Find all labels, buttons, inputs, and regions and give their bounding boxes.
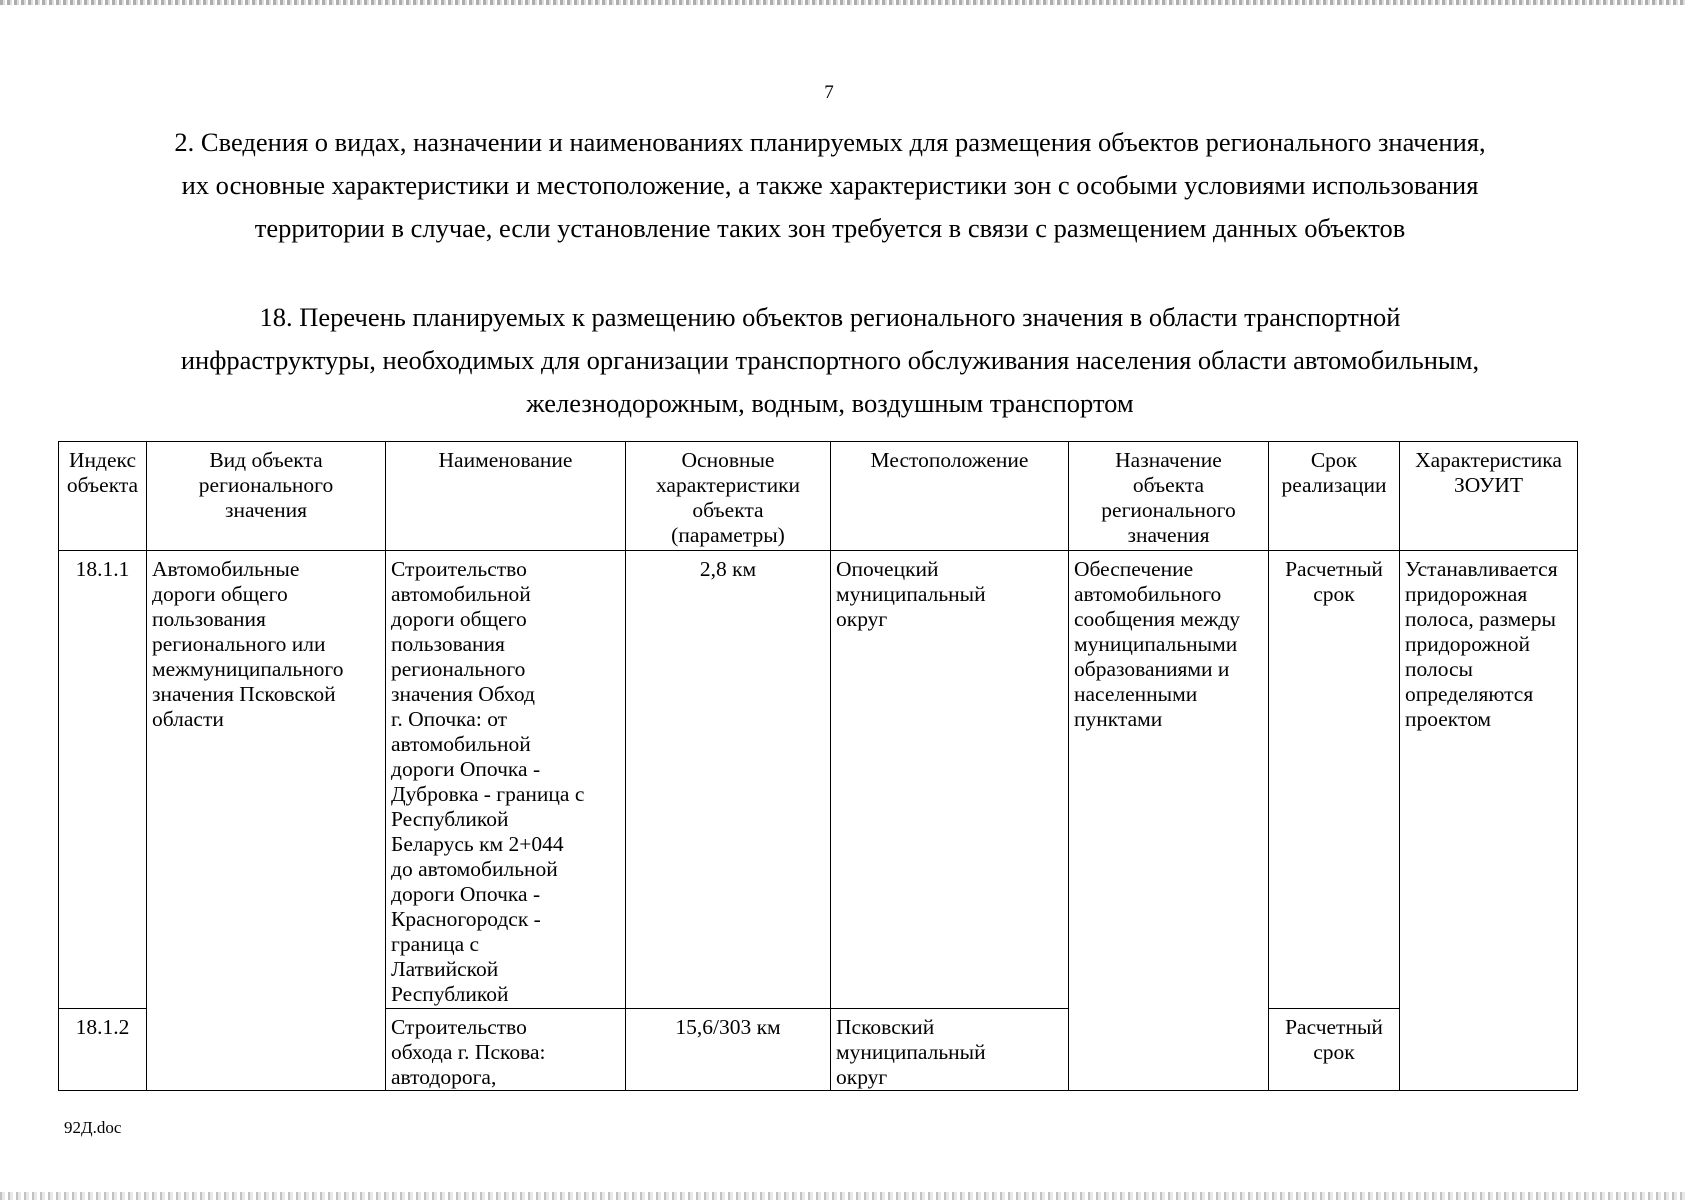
- cell-location: Опочецкий муниципальный округ: [831, 551, 1069, 1009]
- header-purpose: Назначение объекта регионального значения: [1069, 442, 1269, 551]
- cell-index: 18.1.2: [59, 1009, 147, 1091]
- header-type: Вид объекта регионального значения: [147, 442, 386, 551]
- header-zone: Характеристика ЗОУИТ: [1400, 442, 1578, 551]
- header-name: Наименование: [386, 442, 626, 551]
- cell-name: Строительство автомобильной дороги общего пользования регионального значения Обход г. Опочка: от автомобильной дороги Опочка - Дубровка - граница с Республикой Беларусь км 2+044 до автомобильной дороги Опочка - Красногородск - граница с Латвийской Республикой: [386, 551, 626, 1009]
- header-location: Местоположение: [831, 442, 1069, 551]
- cell-characteristics: 15,6/303 км: [626, 1009, 831, 1091]
- cell-term: Расчетный срок: [1269, 551, 1400, 1009]
- section-heading: [60, 121, 1600, 250]
- section-heading-line: их основные характеристики и местоположение, а также характеристики зон с особыми условиями использования: [181, 170, 1479, 200]
- list-heading-line: инфраструктуры, необходимых для организации транспортного обслуживания населения области автомобильным,: [180, 345, 1480, 375]
- cell-index: 18.1.1: [59, 551, 147, 1009]
- cell-location: Псковский муниципальный округ: [831, 1009, 1069, 1091]
- list-heading: [60, 296, 1600, 425]
- scan-edge-top: [0, 0, 1686, 5]
- footer-filename: 92Д.doc: [64, 1118, 122, 1137]
- cell-purpose: Обеспечение автомобильного сообщения между муниципальными образованиями и населенными пунктами: [1069, 551, 1269, 1091]
- header-index: Индекс объекта: [59, 442, 147, 551]
- table-row: [59, 551, 1578, 1009]
- page-number: 7: [824, 82, 834, 103]
- section-heading-line: 2. Сведения о видах, назначении и наименованиях планируемых для размещения объектов регионального значения,: [174, 127, 1486, 157]
- list-heading-line: железнодорожным, водным, воздушным транспортом: [526, 388, 1134, 418]
- section-heading-line: территории в случае, если установление таких зон требуется в связи с размещением данных объектов: [254, 213, 1406, 243]
- cell-term: Расчетный срок: [1269, 1009, 1400, 1091]
- header-characteristics: Основные характеристики объекта (параметры): [626, 442, 831, 551]
- scan-edge-bottom: [0, 1192, 1686, 1200]
- cell-zone: Устанавливается придорожная полоса, размеры придорожной полосы определяются проектом: [1400, 551, 1578, 1091]
- cell-characteristics: 2,8 км: [626, 551, 831, 1009]
- cell-type: Автомобильные дороги общего пользования регионального или межмуниципального значения Псковской области: [147, 551, 386, 1091]
- table-header-row: [59, 442, 1578, 551]
- list-heading-line: 18. Перечень планируемых к размещению объектов регионального значения в области транспортной: [259, 302, 1401, 332]
- cell-name: Строительство обхода г. Пскова: автодорога,: [386, 1009, 626, 1091]
- header-term: Срок реализации: [1269, 442, 1400, 551]
- objects-table: [58, 441, 1578, 1091]
